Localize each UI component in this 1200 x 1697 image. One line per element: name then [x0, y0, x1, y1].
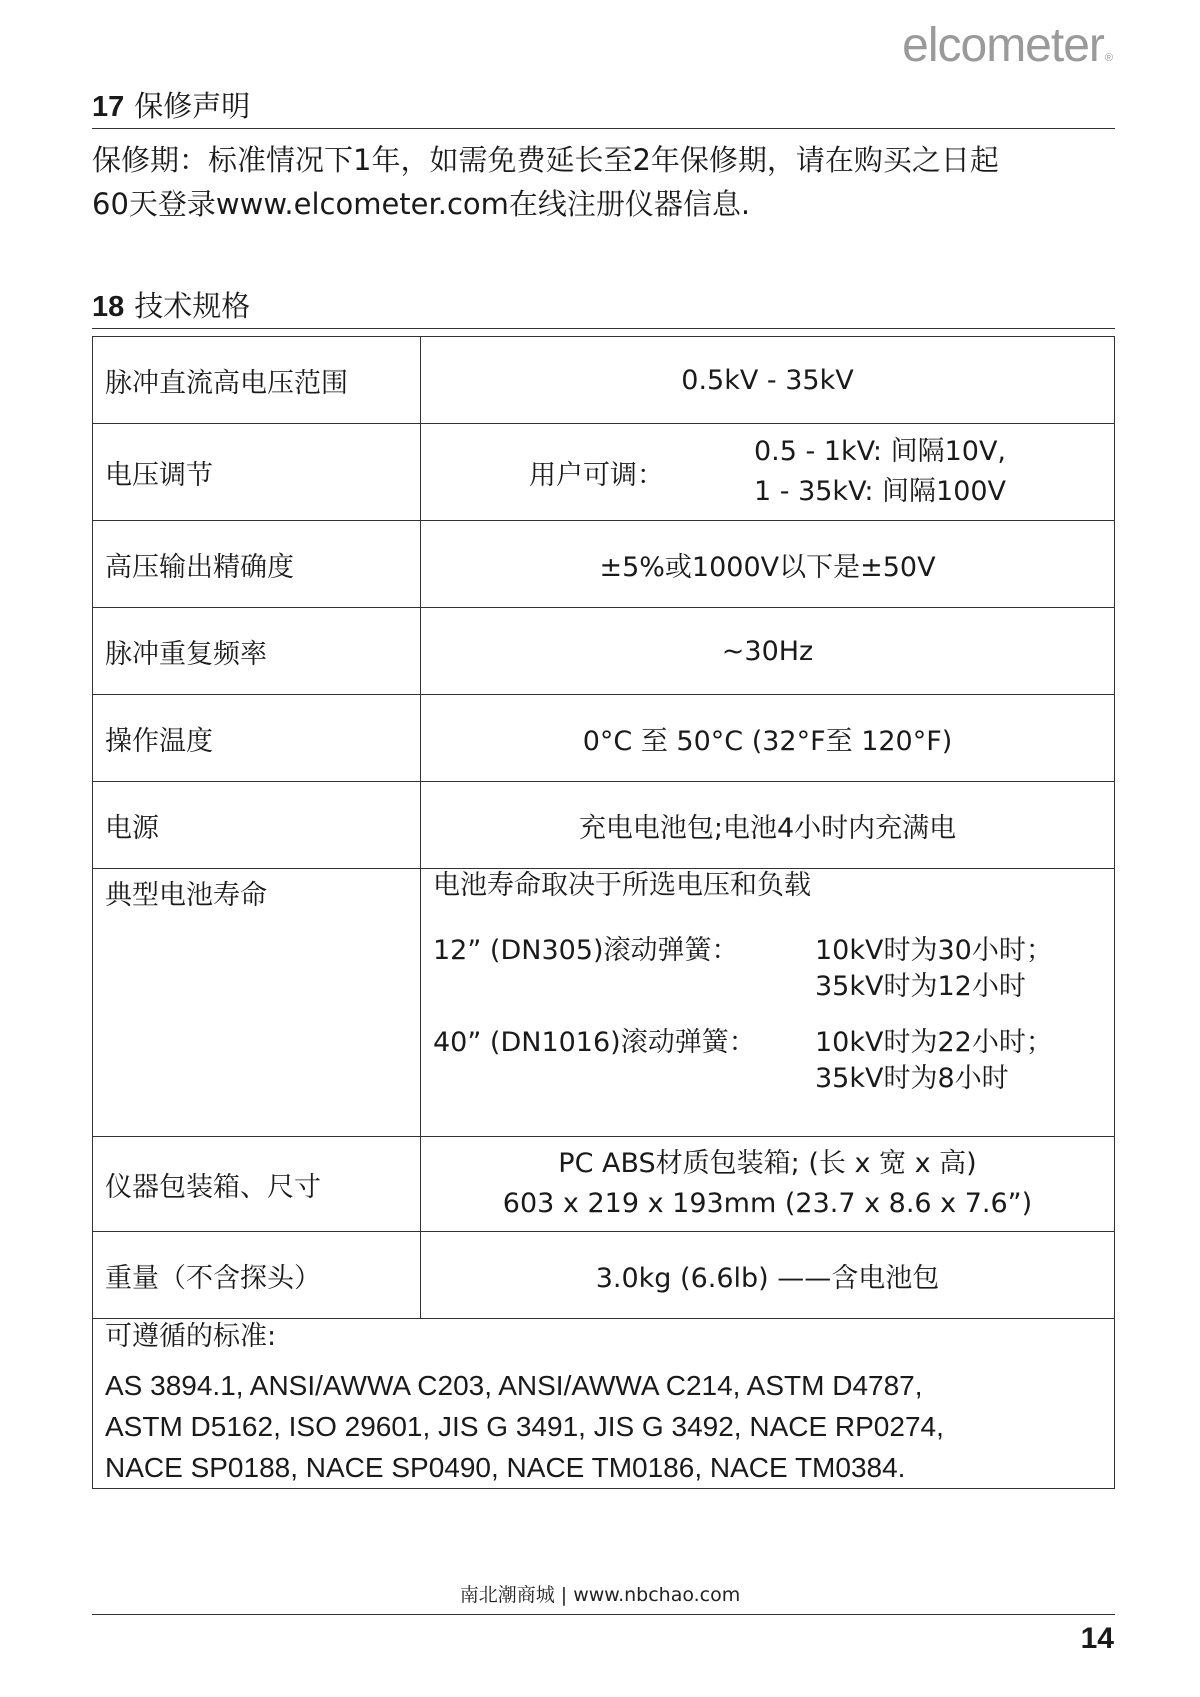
battery-40-10kv: 10kV时为22小时；	[815, 1027, 1053, 1058]
spec-table	[92, 336, 1115, 1489]
spec-row-accuracy	[93, 521, 1115, 608]
spec-row-weight	[93, 1232, 1115, 1319]
spec-label: 电源	[93, 782, 421, 869]
section-18-title: 技术规格	[134, 289, 251, 323]
spec-label: 重量（不含探头）	[93, 1232, 421, 1319]
section-17-title: 保修声明	[134, 89, 251, 123]
spec-label: 操作温度	[93, 695, 421, 782]
spec-value: 充电电池包;电池4小时内充满电	[421, 782, 1115, 869]
spec-label: 脉冲直流高电压范围	[93, 337, 421, 424]
spec-value: 0.5kV - 35kV	[421, 337, 1115, 424]
section-17-number: 17	[92, 91, 125, 123]
spec-label: 典型电池寿命	[93, 869, 421, 1137]
spec-row-voltage-adjust	[93, 424, 1115, 521]
spec-label: 高压输出精确度	[93, 521, 421, 608]
battery-row-12in	[433, 933, 1102, 1005]
standards-line-1: AS 3894.1, ANSI/AWWA C203, ANSI/AWWA C214, ASTM D4787,	[105, 1370, 923, 1401]
section-17-heading	[92, 89, 1115, 129]
standards-cell	[93, 1319, 1115, 1489]
page-number: 14	[1080, 1622, 1114, 1655]
registered-mark: ®	[1104, 52, 1112, 64]
section-18-number: 18	[92, 291, 125, 323]
spec-value	[421, 1137, 1115, 1232]
spec-value: ±5%或1000V以下是±50V	[421, 521, 1115, 608]
spec-value: 3.0kg (6.6lb) ——含电池包	[421, 1232, 1115, 1319]
battery-intro: 电池寿命取决于所选电压和负载	[433, 870, 811, 901]
spec-label: 脉冲重复频率	[93, 608, 421, 695]
spec-row-pulse-dc	[93, 337, 1115, 424]
standards-line-2: ASTM D5162, ISO 29601, JIS G 3491, JIS G 3492, NACE RP0274,	[105, 1411, 944, 1442]
elcometer-logo: elcometer®	[902, 19, 1112, 72]
warranty-paragraph	[92, 138, 1122, 226]
spec-row-case-dimensions	[93, 1137, 1115, 1232]
standards-line-3: NACE SP0188, NACE SP0490, NACE TM0186, NACE TM0384.	[105, 1452, 906, 1483]
spec-value: 0°C 至 50°C (32°F至 120°F)	[421, 695, 1115, 782]
battery-12-35kv: 35kV时为12小时	[815, 971, 1026, 1002]
case-material: PC ABS材质包装箱; (长 x 宽 x 高)	[558, 1148, 977, 1179]
footer-divider	[92, 1614, 1115, 1615]
spec-row-repeat-frequency	[93, 608, 1115, 695]
warranty-line-2: 60天登录www.elcometer.com在线注册仪器信息.	[92, 187, 751, 221]
voltage-step-low: 0.5 - 1kV: 间隔10V,	[753, 436, 1007, 467]
spec-value	[421, 869, 1115, 1137]
footer-site-link[interactable]: 南北潮商城 | www.nbchao.com	[459, 1584, 741, 1606]
spec-row-operating-temp	[93, 695, 1115, 782]
spec-row-standards	[93, 1319, 1115, 1489]
battery-spring-40-label: 40” (DN1016)滚动弹簧：	[433, 1027, 756, 1058]
voltage-step-high: 1 - 35kV: 间隔100V	[753, 476, 1007, 507]
spec-value: ~30Hz	[421, 608, 1115, 695]
section-18-heading	[92, 289, 1115, 329]
user-adjustable-label: 用户可调：	[528, 459, 664, 491]
battery-40-35kv: 35kV时为8小时	[815, 1063, 1009, 1094]
battery-12-10kv: 10kV时为30小时；	[815, 935, 1053, 966]
case-dimensions: 603 x 219 x 193mm (23.7 x 8.6 x 7.6”)	[502, 1188, 1033, 1219]
spec-row-battery-life	[93, 869, 1115, 1137]
warranty-line-1: 保修期：标准情况下1年，如需免费延长至2年保修期，请在购买之日起	[92, 143, 999, 177]
battery-row-40in	[433, 1025, 1102, 1097]
spec-label: 仪器包装箱、尺寸	[93, 1137, 421, 1232]
spec-value	[421, 424, 1115, 521]
spec-label: 电压调节	[93, 424, 421, 521]
standards-label: 可遵循的标准:	[105, 1321, 277, 1352]
battery-spring-12-label: 12” (DN305)滚动弹簧：	[433, 935, 739, 966]
spec-row-power	[93, 782, 1115, 869]
